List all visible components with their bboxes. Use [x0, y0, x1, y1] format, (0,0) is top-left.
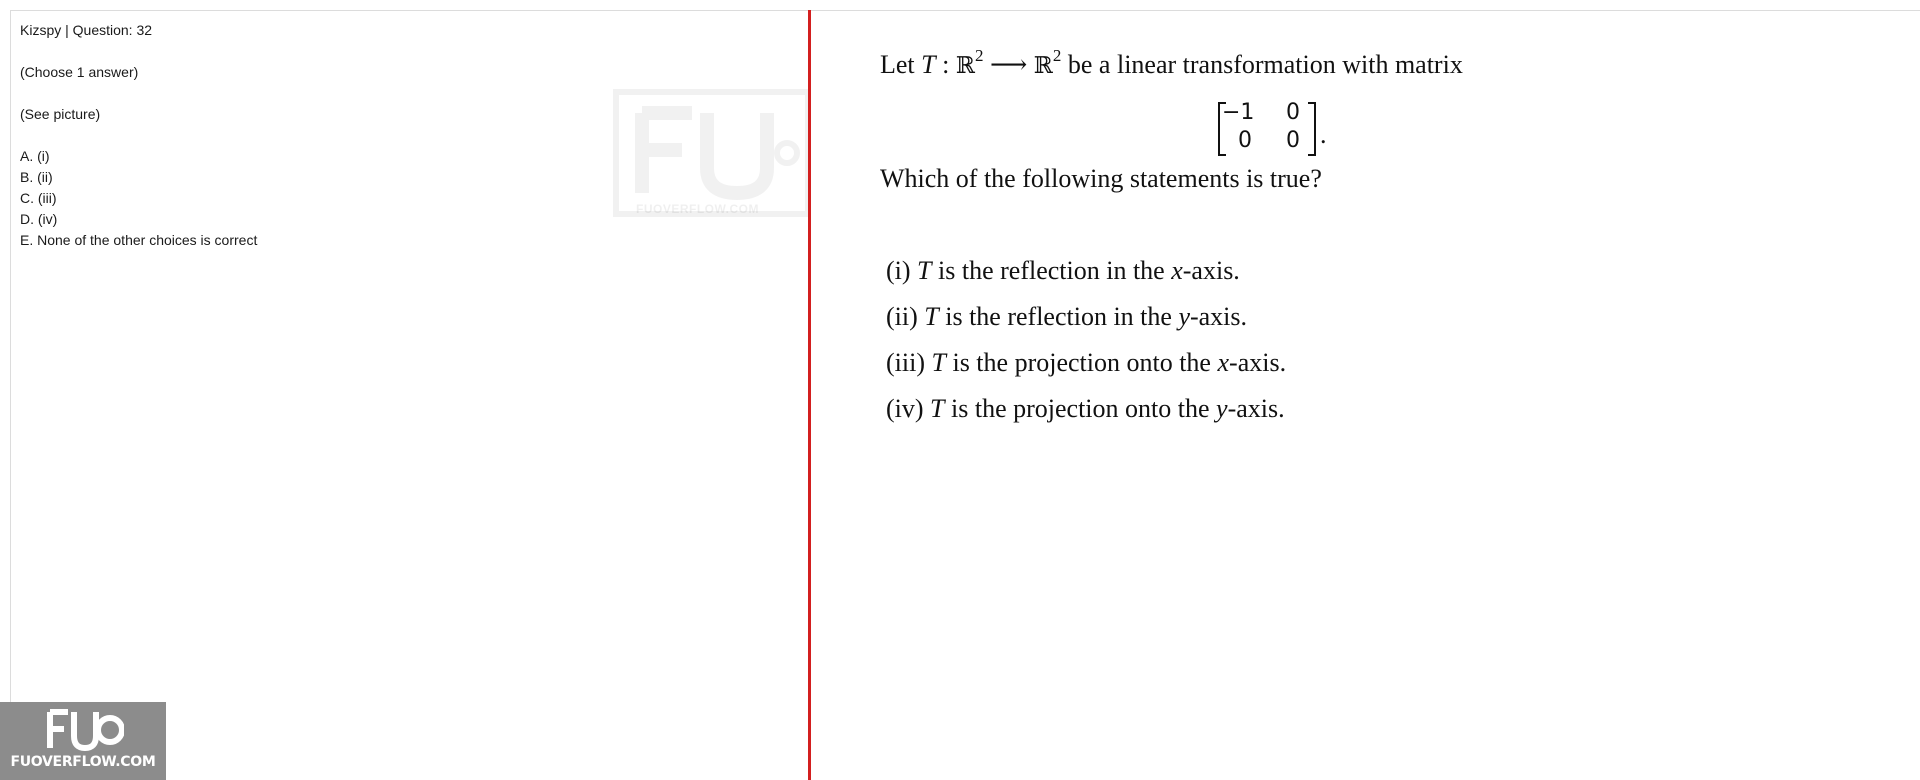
axis-var: x [1171, 256, 1183, 285]
matrix-cell-22: 0 [1286, 128, 1300, 153]
statement-text: is the projection onto the [951, 394, 1210, 423]
matrix-cell-11: −1 [1222, 100, 1255, 125]
var-t: T [921, 50, 936, 79]
left-border [10, 10, 11, 780]
matrix-cell-21: 0 [1238, 128, 1252, 153]
statement-i [886, 256, 1240, 286]
statement-text: is the reflection in the [945, 302, 1172, 331]
axis-var: x [1217, 348, 1230, 377]
statement-number: (i) [886, 256, 911, 285]
statement-iv [886, 394, 1285, 424]
question-header: Kizspy | Question: 32 [20, 22, 153, 38]
var-t: T [931, 348, 946, 377]
var-t: T [930, 394, 945, 423]
see-picture-note: (See picture) [20, 106, 101, 122]
fuoverflow-badge[interactable] [0, 702, 166, 780]
statement-text: is the projection onto the [952, 348, 1211, 377]
intro-tail: be a linear transformation with matrix [1067, 50, 1463, 79]
fuo-logo-icon [44, 708, 124, 752]
real-set-symbol: ℝ [955, 53, 975, 79]
badge-text: FUOVERFLOW.COM [10, 754, 156, 770]
statement-text: is the reflection in the [938, 256, 1165, 285]
statement-end: -axis. [1182, 256, 1240, 285]
answer-choice-b: B. (ii) [20, 169, 53, 185]
statement-iii [886, 348, 1286, 378]
statement-end: -axis. [1189, 302, 1248, 331]
arrow-symbol: ⟶ [989, 50, 1028, 79]
exponent-2: 2 [1052, 46, 1062, 65]
answer-choice-d: D. (iv) [20, 211, 58, 227]
statement-end: -axis. [1227, 394, 1285, 423]
let-text: Let [880, 50, 915, 79]
statement-number: (ii) [886, 302, 918, 331]
statement-end: -axis. [1229, 348, 1287, 377]
var-t: T [924, 302, 939, 331]
top-border [10, 10, 1920, 11]
watermark-text: FUOVERFLOW.COM [636, 202, 759, 216]
choose-instruction: (Choose 1 answer) [20, 64, 139, 80]
question-intro-line [880, 46, 1463, 80]
answer-choice-a: A. (i) [20, 148, 50, 164]
colon-symbol: : [942, 50, 950, 79]
axis-var: y [1178, 302, 1190, 331]
statement-ii [886, 302, 1247, 332]
statement-number: (iii) [886, 348, 925, 377]
answer-choice-c: C. (iii) [20, 190, 57, 206]
var-t: T [917, 256, 932, 285]
question-prompt: Which of the following statements is true? [880, 164, 1322, 193]
matrix-cell-12: 0 [1286, 100, 1300, 125]
matrix-period: . [1320, 120, 1327, 149]
panel-divider [808, 10, 811, 780]
statement-number: (iv) [886, 394, 924, 423]
matrix-right-bracket [1308, 102, 1316, 156]
transformation-matrix [1218, 100, 1327, 158]
axis-var: y [1216, 394, 1228, 423]
watermark-logo-icon [612, 88, 812, 218]
exponent: 2 [974, 46, 984, 65]
real-set-symbol-2: ℝ [1033, 53, 1053, 79]
answer-choice-e: E. None of the other choices is correct [20, 232, 258, 248]
